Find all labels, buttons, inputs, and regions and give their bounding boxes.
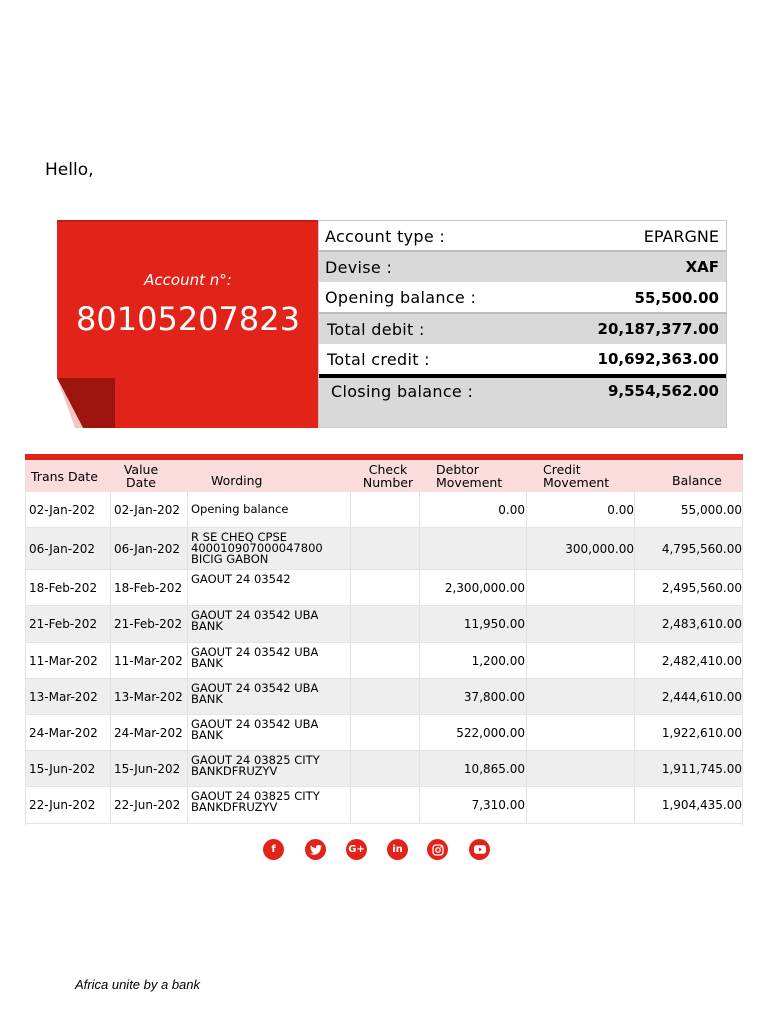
panel-top-line — [57, 220, 319, 222]
table-row — [25, 492, 743, 528]
account-number-panel — [57, 220, 319, 428]
summary-value: 9,554,562.00 — [607, 382, 719, 400]
cell-wording: GAOUT 24 03542 UBA BANK — [187, 606, 350, 642]
header-balance: Balance — [672, 472, 722, 488]
summary-row-devise — [319, 250, 726, 282]
header-credit-movement: Credit Movement — [543, 462, 610, 490]
social-links — [0, 839, 768, 861]
header-trans-date: Trans Date — [31, 468, 98, 484]
footer-tagline: Africa unite by a bank — [75, 977, 201, 992]
table-row — [25, 570, 743, 606]
cell-wording: GAOUT 24 03542 UBA BANK — [187, 643, 350, 678]
cell-wording: GAOUT 24 03825 CITY BANKDFRUZYV — [187, 751, 350, 786]
cell-debtor-movement: 7,310.00 — [419, 787, 526, 823]
account-number: 80105207823 — [76, 300, 300, 338]
summary-row-opening-balance — [319, 282, 726, 313]
cell-balance: 55,000.00 — [634, 492, 742, 527]
cell-value-date: 18-Feb-202 — [110, 570, 188, 605]
cell-balance: 4,795,560.00 — [634, 528, 742, 569]
cell-credit-movement — [526, 643, 634, 678]
cell-trans-date: 21-Feb-202 — [29, 617, 98, 631]
summary-row-total-credit — [319, 344, 726, 374]
table-row — [25, 606, 743, 643]
summary-value: 20,187,377.00 — [597, 320, 719, 338]
cell-debtor-movement: 2,300,000.00 — [419, 570, 526, 605]
cell-credit-movement: 0.00 — [526, 492, 634, 527]
cell-credit-movement: 300,000.00 — [526, 528, 634, 569]
cell-check-number — [350, 606, 419, 642]
cell-value-date: 13-Mar-202 — [110, 679, 188, 714]
table-row — [25, 751, 743, 787]
cell-balance: 2,482,410.00 — [634, 643, 742, 678]
cell-trans-date: 02-Jan-202 — [29, 502, 95, 517]
cell-debtor-movement: 37,800.00 — [419, 679, 526, 714]
cell-wording: GAOUT 24 03542 UBA BANK — [187, 715, 350, 750]
facebook-icon[interactable]: f — [263, 839, 284, 860]
cell-trans-date: 06-Jan-202 — [29, 541, 95, 556]
cell-value-date: 24-Mar-202 — [110, 715, 188, 750]
summary-key: Opening balance : — [325, 288, 477, 307]
cell-check-number — [350, 570, 419, 605]
cell-check-number — [350, 715, 419, 750]
cell-balance: 2,483,610.00 — [634, 606, 742, 642]
cell-value-date: 11-Mar-202 — [110, 643, 188, 678]
cell-debtor-movement: 1,200.00 — [419, 643, 526, 678]
cell-credit-movement — [526, 679, 634, 714]
table-row — [25, 787, 743, 824]
page-curl-icon — [57, 378, 115, 428]
cell-wording: GAOUT 24 03542 UBA BANK — [187, 679, 350, 714]
cell-balance: 1,904,435.00 — [634, 787, 742, 823]
summary-key: Total debit : — [327, 319, 425, 339]
cell-debtor-movement — [419, 528, 526, 569]
summary-row-closing-balance — [319, 378, 726, 427]
instagram-icon[interactable] — [427, 839, 448, 860]
cell-wording: GAOUT 24 03825 CITY BANKDFRUZYV — [187, 787, 350, 823]
greeting: Hello, — [45, 160, 94, 180]
cell-trans-date: 18-Feb-202 — [29, 580, 98, 595]
table-row — [25, 715, 743, 751]
summary-key: Devise : — [325, 257, 393, 277]
linkedin-icon[interactable]: in — [387, 839, 408, 860]
cell-check-number — [350, 679, 419, 714]
cell-trans-date: 15-Jun-202 — [29, 761, 96, 776]
account-number-label: Account n°: — [144, 271, 232, 289]
cell-balance: 1,911,745.00 — [634, 751, 742, 786]
cell-credit-movement — [526, 751, 634, 786]
cell-value-date: 22-Jun-202 — [110, 787, 188, 823]
cell-debtor-movement: 0.00 — [419, 492, 526, 527]
summary-value: EPARGNE — [643, 227, 719, 246]
table-row — [25, 643, 743, 679]
summary-key: Total credit : — [327, 349, 430, 369]
twitter-icon[interactable] — [305, 839, 326, 860]
summary-key: Account type : — [325, 227, 446, 246]
youtube-icon[interactable] — [469, 839, 490, 860]
cell-trans-date: 22-Jun-202 — [29, 798, 96, 812]
cell-trans-date: 11-Mar-202 — [29, 653, 98, 668]
cell-debtor-movement: 11,950.00 — [419, 606, 526, 642]
header-wording: Wording — [211, 472, 263, 488]
account-summary — [318, 220, 727, 428]
cell-wording: R SE CHEQ CPSE 400010907000047800 BICIG GABON — [187, 528, 350, 569]
summary-row-account-type — [319, 221, 726, 252]
cell-check-number — [350, 787, 419, 823]
summary-value: 55,500.00 — [634, 288, 719, 307]
google-plus-icon[interactable]: G+ — [346, 839, 367, 860]
cell-check-number — [350, 492, 419, 527]
cell-value-date: 06-Jan-202 — [110, 528, 188, 569]
cell-trans-date: 13-Mar-202 — [29, 689, 98, 704]
summary-value: XAF — [685, 258, 719, 276]
cell-wording: Opening balance — [187, 492, 350, 527]
header-check-number: Check Number — [362, 462, 414, 490]
cell-credit-movement — [526, 715, 634, 750]
table-header — [25, 460, 743, 492]
summary-row-total-debit — [319, 312, 726, 344]
table-row — [25, 528, 743, 570]
cell-debtor-movement: 522,000.00 — [419, 715, 526, 750]
cell-credit-movement — [526, 787, 634, 823]
cell-debtor-movement: 10,865.00 — [419, 751, 526, 786]
cell-balance: 2,444,610.00 — [634, 679, 742, 714]
header-value-date: Value Date — [123, 462, 159, 490]
cell-check-number — [350, 751, 419, 786]
summary-key: Closing balance : — [331, 382, 474, 401]
cell-credit-movement — [526, 606, 634, 642]
cell-balance: 2,495,560.00 — [634, 570, 742, 605]
table-row — [25, 679, 743, 715]
header-debtor-movement: Debtor Movement — [436, 462, 503, 490]
cell-wording: GAOUT 24 03542 — [187, 570, 350, 605]
cell-value-date: 02-Jan-202 — [110, 492, 188, 527]
cell-trans-date: 24-Mar-202 — [29, 725, 98, 740]
cell-balance: 1,922,610.00 — [634, 715, 742, 750]
cell-check-number — [350, 643, 419, 678]
cell-credit-movement — [526, 570, 634, 605]
cell-value-date: 15-Jun-202 — [110, 751, 188, 786]
summary-value: 10,692,363.00 — [597, 350, 719, 368]
cell-check-number — [350, 528, 419, 569]
cell-value-date: 21-Feb-202 — [110, 606, 188, 642]
